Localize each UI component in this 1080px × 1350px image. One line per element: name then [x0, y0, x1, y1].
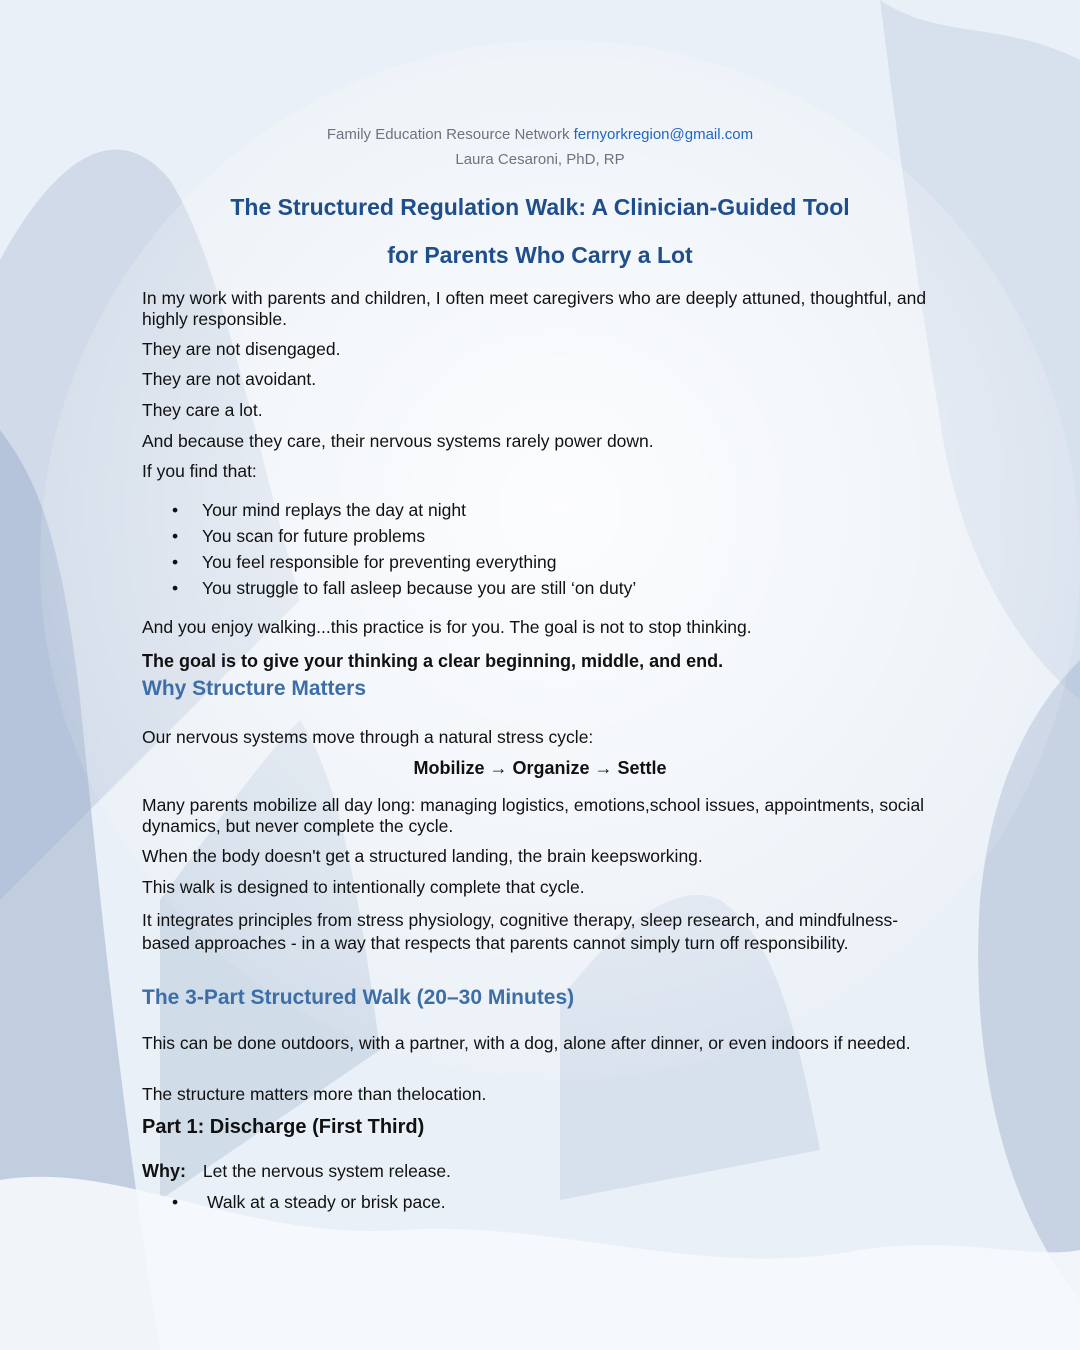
list-item-text: You struggle to fall asleep because you are still ‘on duty’ — [202, 578, 637, 598]
list-item — [142, 549, 636, 575]
bullet-icon: • — [172, 552, 179, 572]
author-line: Laura Cesaroni, PhD, RP — [455, 151, 625, 168]
section1-paragraph-1 — [142, 727, 942, 748]
symptom-list — [142, 497, 636, 601]
list-item-text: You feel responsible for preventing everything — [202, 552, 557, 572]
email-link[interactable]: fernyorkregion@gmail.com — [573, 126, 754, 143]
list-item — [142, 497, 636, 523]
list-item-text: Walk at a steady or brisk pace. — [207, 1192, 446, 1212]
intro-paragraph-5 — [142, 431, 942, 452]
section2-text-1: This can be done outdoors, with a partner, with a dog, alone after dinner, or even indoors if needed. — [142, 1033, 911, 1053]
list-item — [142, 575, 636, 601]
bullet-icon: • — [172, 1192, 179, 1212]
intro-text-4: They care a lot. — [142, 400, 263, 420]
why-text: Let the nervous system release. — [202, 1161, 451, 1181]
title-line-1: The Structured Regulation Walk: A Clinician-Guided Tool — [230, 194, 850, 220]
section1-paragraph-5 — [142, 909, 942, 955]
list-item-text: Your mind replays the day at night — [202, 500, 466, 520]
section1-text-3: When the body doesn't get a structured landing, the brain keepsworking. — [142, 846, 703, 866]
list-item-text: You scan for future problems — [202, 526, 426, 546]
section1-text-1: Our nervous systems move through a natural stress cycle: — [142, 727, 594, 747]
document-header — [0, 122, 1080, 172]
part1-list — [142, 1189, 446, 1215]
section-heading-why-structure: Why Structure Matters — [142, 677, 367, 700]
intro-text-3: They are not avoidant. — [142, 369, 317, 389]
organization-line — [0, 122, 1080, 147]
why-label: Why: — [142, 1161, 186, 1181]
list-item — [142, 1189, 446, 1215]
goal-text: The goal is to give your thinking a clear beginning, middle, and end. — [142, 651, 724, 671]
part1-heading: Part 1: Discharge (First Third) — [142, 1116, 425, 1138]
intro-text-5: And because they care, their nervous systems rarely power down. — [142, 431, 654, 451]
intro-paragraph-2 — [142, 339, 942, 360]
after-list-text: And you enjoy walking...this practice is for you. The goal is not to stop thinking. — [142, 617, 752, 637]
after-list-paragraph — [142, 617, 942, 638]
title-line-2: for Parents Who Carry a Lot — [387, 242, 693, 268]
section1-text-2: Many parents mobilize all day long: managing logistics, emotions,school issues, appointments, social dynamics, but never complete the cycle. — [142, 795, 925, 836]
section1-paragraph-3 — [142, 846, 942, 867]
organization-name: Family Education Resource Network — [326, 126, 570, 143]
intro-paragraph-1 — [142, 288, 942, 330]
intro-text-6: If you find that: — [142, 461, 257, 481]
intro-paragraph-3 — [142, 369, 942, 390]
bullet-icon: • — [172, 500, 179, 520]
bullet-icon: • — [172, 578, 179, 598]
stress-cycle-line: Mobilize → Organize → Settle — [413, 758, 667, 778]
intro-paragraph-6 — [142, 461, 942, 482]
bullet-icon: • — [172, 526, 179, 546]
part1-why-row — [142, 1161, 451, 1182]
intro-paragraph-4 — [142, 400, 942, 421]
goal-statement — [142, 651, 942, 672]
section-heading-3-part-walk: The 3-Part Structured Walk (20–30 Minutes) — [142, 986, 575, 1009]
section1-paragraph-2 — [142, 795, 942, 837]
intro-text-2: They are not disengaged. — [142, 339, 341, 359]
section1-text-5: It integrates principles from stress physiology, cognitive therapy, sleep research, and mindfulness-based approaches - in a way that respects that parents cannot simply turn off responsibility. — [142, 910, 899, 953]
intro-text-1: In my work with parents and children, I often meet caregivers who are deeply attuned, thoughtful, and highly responsible. — [142, 288, 927, 329]
section1-paragraph-4 — [142, 877, 942, 898]
section2-paragraph-2 — [142, 1084, 942, 1105]
section2-text-2: The structure matters more than thelocation. — [142, 1084, 487, 1104]
list-item — [142, 523, 636, 549]
section1-text-4: This walk is designed to intentionally complete that cycle. — [142, 877, 585, 897]
section2-paragraph-1 — [142, 1033, 942, 1054]
